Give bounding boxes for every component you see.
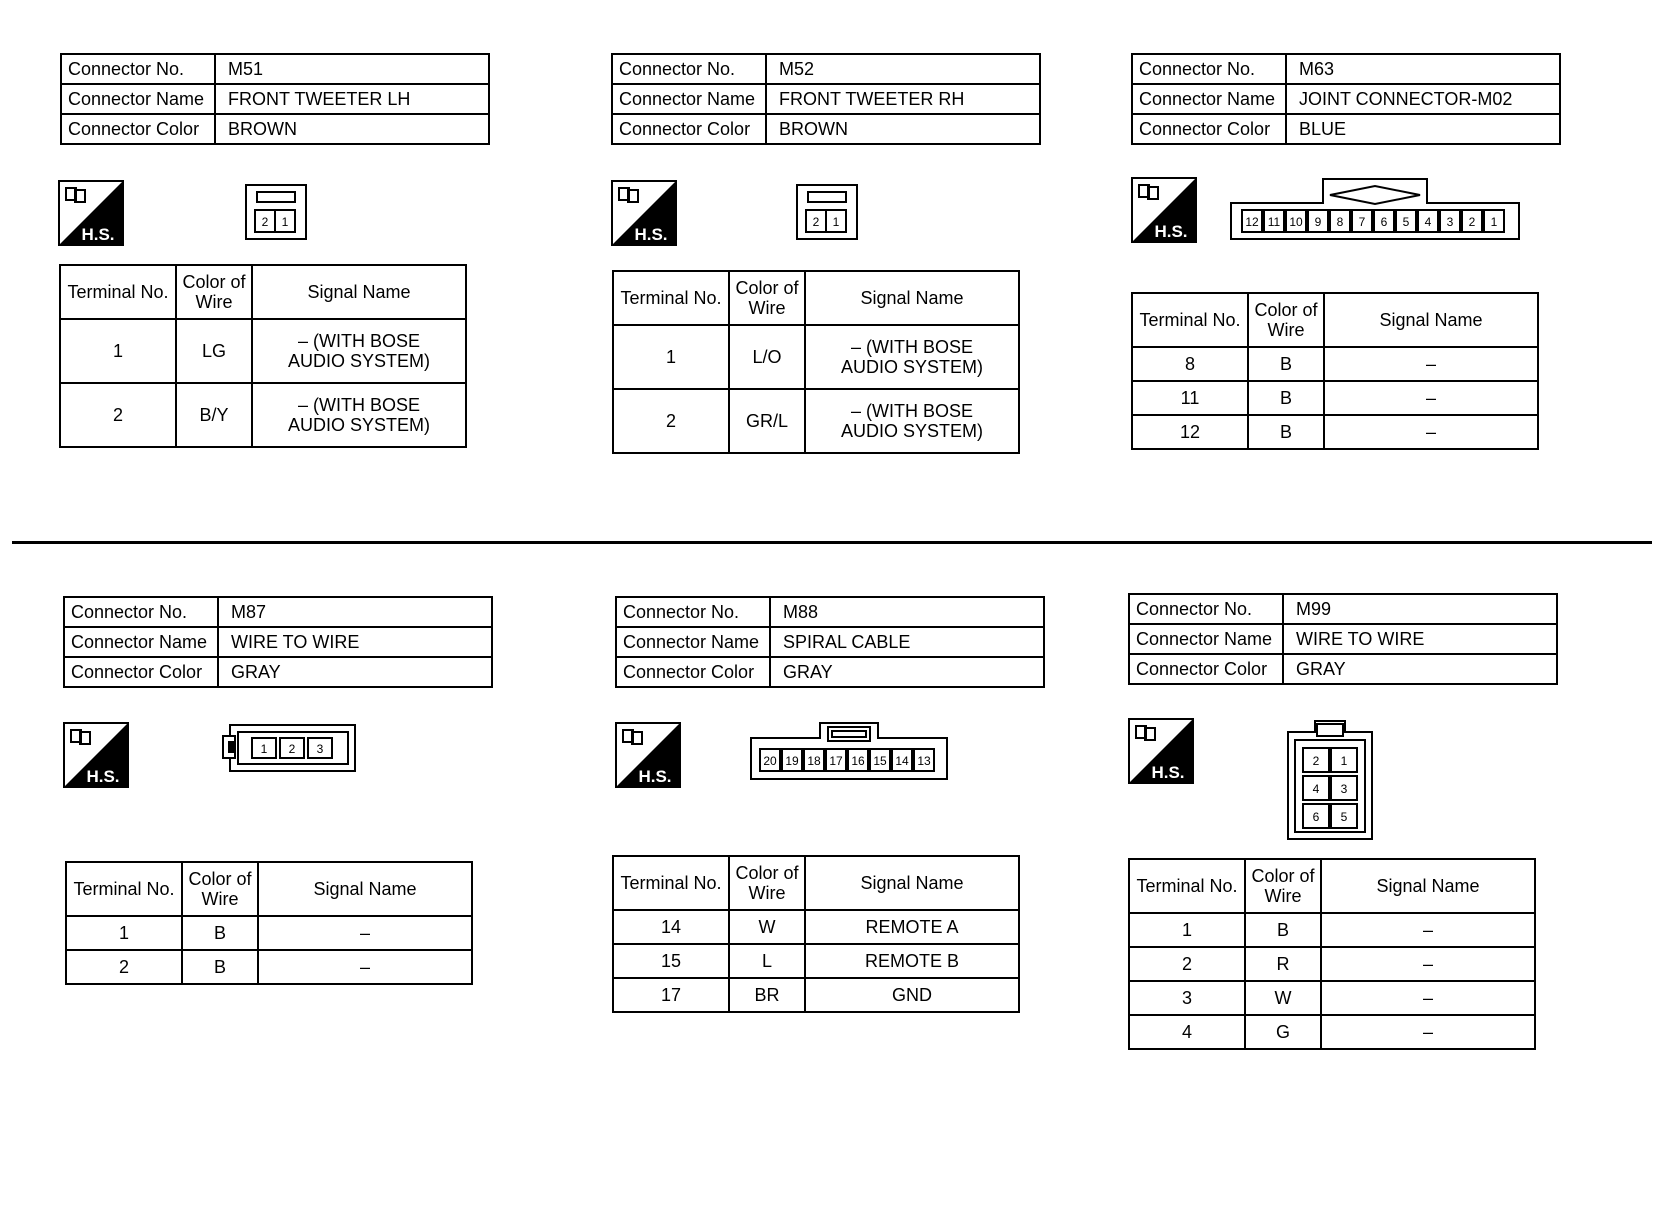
table-row: 3 W –: [1129, 981, 1535, 1015]
pin-label: 15: [873, 754, 887, 768]
connector-no-value: M88: [770, 597, 1044, 627]
harness-side-icon: [611, 180, 677, 246]
pin-label: 5: [1402, 215, 1410, 229]
hs-label: H.S.: [86, 767, 120, 786]
pin-label: 3: [316, 742, 324, 756]
connector-color-value: GRAY: [1283, 654, 1557, 684]
pin-label: 4: [1424, 215, 1432, 229]
connector-name-label: Connector Name: [1129, 624, 1283, 654]
harness-side-icon: [615, 722, 681, 788]
connector-color-value: BLUE: [1286, 114, 1560, 144]
connector-color-label: Connector Color: [1132, 114, 1286, 144]
wire-color-header: Color of Wire: [1245, 859, 1321, 913]
pin-label: 6: [1380, 215, 1388, 229]
connector-name-value: JOINT CONNECTOR-M02: [1286, 84, 1560, 114]
terminal-no-header: Terminal No.: [1129, 859, 1245, 913]
harness-side-icon: [58, 180, 124, 246]
pin-label: 1: [1340, 754, 1348, 768]
connector-no-label: Connector No.: [1132, 54, 1286, 84]
connector-name-label: Connector Name: [1132, 84, 1286, 114]
pin-label: 3: [1446, 215, 1454, 229]
pin-label: 13: [917, 754, 931, 768]
signal-name-header: Signal Name: [805, 271, 1019, 325]
terminal-table: [65, 861, 473, 985]
table-row: 8 B –: [1132, 347, 1538, 381]
hs-label: H.S.: [634, 225, 668, 244]
connector-m99: [1128, 593, 1558, 685]
connector-info-table: [1128, 593, 1558, 685]
terminal-table: [59, 264, 467, 448]
terminal-no-header: Terminal No.: [613, 271, 729, 325]
section-divider: [12, 541, 1652, 544]
terminal-no-header: Terminal No.: [66, 862, 182, 916]
connector-name-label: Connector Name: [64, 627, 218, 657]
connector-face-icon: [1230, 178, 1520, 240]
connector-no-label: Connector No.: [61, 54, 215, 84]
table-row: 14 W REMOTE A: [613, 910, 1019, 944]
pin-label: 11: [1267, 215, 1281, 229]
harness-side-icon: [1128, 718, 1194, 784]
pin-label: 1: [260, 742, 268, 756]
connector-color-label: Connector Color: [64, 657, 218, 687]
connector-no-value: M52: [766, 54, 1040, 84]
table-row: 4 G –: [1129, 1015, 1535, 1049]
terminal-table: [612, 855, 1020, 1013]
pin-label: 4: [1312, 782, 1320, 796]
terminal-table: [1128, 858, 1536, 1050]
table-row: 1 B –: [66, 916, 472, 950]
connector-no-value: M87: [218, 597, 492, 627]
connector-name-label: Connector Name: [61, 84, 215, 114]
pin-label: 18: [807, 754, 821, 768]
connector-color-value: BROWN: [215, 114, 489, 144]
connector-face-icon: [245, 184, 307, 240]
connector-color-label: Connector Color: [1129, 654, 1283, 684]
pin-label: 16: [851, 754, 865, 768]
table-row: 15 L REMOTE B: [613, 944, 1019, 978]
connector-name-value: FRONT TWEETER RH: [766, 84, 1040, 114]
pin-label: 7: [1358, 215, 1366, 229]
terminal-table: [612, 270, 1020, 454]
connector-name-value: FRONT TWEETER LH: [215, 84, 489, 114]
table-row: 1 B –: [1129, 913, 1535, 947]
wire-color-header: Color of Wire: [729, 856, 805, 910]
pin-label: 1: [281, 215, 289, 229]
hs-label: H.S.: [638, 767, 672, 786]
signal-name-header: Signal Name: [1321, 859, 1535, 913]
connector-name-value: SPIRAL CABLE: [770, 627, 1044, 657]
pin-label: 9: [1314, 215, 1322, 229]
connector-face-icon: [1287, 720, 1373, 840]
connector-color-label: Connector Color: [616, 657, 770, 687]
harness-side-icon: [1131, 177, 1197, 243]
pin-label: 6: [1312, 810, 1320, 824]
connector-no-value: M51: [215, 54, 489, 84]
signal-name-header: Signal Name: [258, 862, 472, 916]
table-row: 2 GR/L – (WITH BOSE AUDIO SYSTEM): [613, 389, 1019, 453]
connector-m63: [1131, 53, 1561, 145]
table-row: 2 R –: [1129, 947, 1535, 981]
pin-label: 3: [1340, 782, 1348, 796]
terminal-no-header: Terminal No.: [60, 265, 176, 319]
pin-label: 2: [1468, 215, 1476, 229]
wire-color-header: Color of Wire: [176, 265, 252, 319]
hs-label: H.S.: [81, 225, 115, 244]
connector-color-value: BROWN: [766, 114, 1040, 144]
connector-no-label: Connector No.: [1129, 594, 1283, 624]
table-row: 1 LG – (WITH BOSE AUDIO SYSTEM): [60, 319, 466, 383]
connector-m87: [63, 596, 493, 688]
connector-m52: [611, 53, 1041, 145]
pin-label: 17: [829, 754, 843, 768]
signal-name-header: Signal Name: [252, 265, 466, 319]
terminal-table: [1131, 292, 1539, 450]
wire-color-header: Color of Wire: [729, 271, 805, 325]
hs-label: H.S.: [1154, 222, 1188, 241]
hs-label: H.S.: [1151, 763, 1185, 782]
pin-label: 2: [1312, 754, 1320, 768]
connector-face-icon: [796, 184, 858, 240]
pin-label: 1: [1490, 215, 1498, 229]
connector-info-table: [611, 53, 1041, 145]
harness-side-icon: [63, 722, 129, 788]
connector-name-value: WIRE TO WIRE: [218, 627, 492, 657]
table-row: 1 L/O – (WITH BOSE AUDIO SYSTEM): [613, 325, 1019, 389]
connector-info-table: [1131, 53, 1561, 145]
pin-label: 12: [1245, 215, 1259, 229]
connector-no-label: Connector No.: [616, 597, 770, 627]
table-row: 17 BR GND: [613, 978, 1019, 1012]
connector-no-label: Connector No.: [612, 54, 766, 84]
connector-color-label: Connector Color: [612, 114, 766, 144]
terminal-no-header: Terminal No.: [1132, 293, 1248, 347]
table-row: 11 B –: [1132, 381, 1538, 415]
pin-label: 8: [1336, 215, 1344, 229]
connector-name-label: Connector Name: [616, 627, 770, 657]
pin-label: 2: [288, 742, 296, 756]
connector-no-value: M99: [1283, 594, 1557, 624]
connector-no-label: Connector No.: [64, 597, 218, 627]
pin-label: 20: [763, 754, 777, 768]
pin-label: 19: [785, 754, 799, 768]
pin-label: 2: [261, 215, 269, 229]
connector-info-table: [63, 596, 493, 688]
connector-m51: [60, 53, 490, 145]
connector-name-label: Connector Name: [612, 84, 766, 114]
pin-label: 14: [895, 754, 909, 768]
connector-m88: [615, 596, 1045, 688]
connector-color-value: GRAY: [770, 657, 1044, 687]
pin-label: 1: [832, 215, 840, 229]
wire-color-header: Color of Wire: [1248, 293, 1324, 347]
table-row: 2 B –: [66, 950, 472, 984]
terminal-no-header: Terminal No.: [613, 856, 729, 910]
connector-info-table: [60, 53, 490, 145]
connector-color-label: Connector Color: [61, 114, 215, 144]
connector-color-value: GRAY: [218, 657, 492, 687]
table-row: 2 B/Y – (WITH BOSE AUDIO SYSTEM): [60, 383, 466, 447]
connector-face-icon: [750, 722, 948, 780]
wire-color-header: Color of Wire: [182, 862, 258, 916]
signal-name-header: Signal Name: [805, 856, 1019, 910]
connector-no-value: M63: [1286, 54, 1560, 84]
signal-name-header: Signal Name: [1324, 293, 1538, 347]
connector-name-value: WIRE TO WIRE: [1283, 624, 1557, 654]
pin-label: 2: [812, 215, 820, 229]
connector-face-icon: [222, 724, 356, 772]
pin-label: 10: [1289, 215, 1303, 229]
connector-info-table: [615, 596, 1045, 688]
pin-label: 5: [1340, 810, 1348, 824]
table-row: 12 B –: [1132, 415, 1538, 449]
